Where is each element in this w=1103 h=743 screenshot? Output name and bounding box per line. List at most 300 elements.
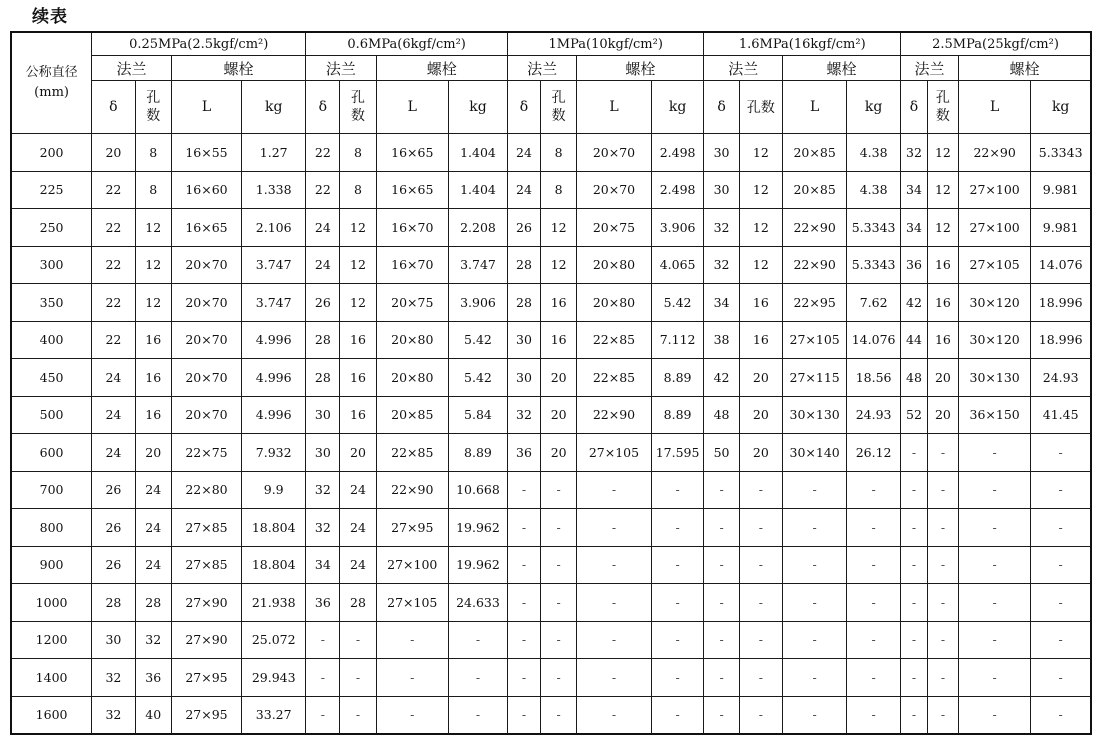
data-cell: 24 [340,471,376,509]
bolt-header: 螺栓 [376,56,507,81]
data-cell: 16 [135,321,171,359]
data-cell: 4.38 [847,171,901,209]
data-cell: 27×100 [958,171,1030,209]
data-cell: 28 [92,584,135,622]
data-cell: 16 [340,321,376,359]
data-cell: 12 [739,171,782,209]
data-cell: 30 [306,434,340,472]
data-cell: 7.932 [242,434,306,472]
bolt-header: 螺栓 [783,56,901,81]
data-cell: - [704,546,739,584]
data-cell: - [958,471,1030,509]
data-cell: 24 [340,546,376,584]
data-cell: 5.3343 [847,209,901,247]
data-cell: 24 [507,134,540,172]
length-header: L [958,81,1030,134]
data-cell: 52 [901,396,928,434]
weight-header: kg [651,81,704,134]
length-header: L [783,81,847,134]
pressure-group-header: 2.5MPa(25kgf/cm²) [901,32,1091,56]
data-cell: - [739,659,782,697]
data-cell: 30 [306,396,340,434]
data-cell: 5.3343 [1031,134,1091,172]
data-cell: 38 [704,321,739,359]
data-cell: - [577,659,651,697]
data-cell: 12 [135,284,171,322]
data-cell: 8.89 [651,359,704,397]
data-cell: 30 [92,621,135,659]
data-cell: - [507,546,540,584]
data-cell: - [577,584,651,622]
data-cell: - [847,471,901,509]
data-cell: - [651,509,704,547]
data-cell: 18.56 [847,359,901,397]
data-cell: 3.747 [448,246,507,284]
data-cell: 20 [541,434,577,472]
data-cell: - [507,621,540,659]
data-cell: 22×85 [376,434,448,472]
data-cell: 16 [340,396,376,434]
data-cell: - [507,696,540,734]
data-cell: 24 [92,434,135,472]
data-cell: 27×105 [376,584,448,622]
length-header: L [577,81,651,134]
data-cell: 20×75 [577,209,651,247]
data-cell: - [541,546,577,584]
data-cell: 16 [340,359,376,397]
data-cell: 12 [739,134,782,172]
data-cell: 41.45 [1031,396,1091,434]
data-cell: 20×80 [376,321,448,359]
data-cell: 26.12 [847,434,901,472]
data-cell: 5.42 [651,284,704,322]
length-header: L [171,81,241,134]
data-cell: 22 [92,209,135,247]
data-cell: 16 [135,359,171,397]
data-cell: - [651,546,704,584]
data-cell: 24 [92,359,135,397]
data-cell: 30×140 [783,434,847,472]
data-cell: - [340,659,376,697]
data-cell: 32 [135,621,171,659]
data-cell: - [901,546,928,584]
data-cell: - [847,584,901,622]
table-row [11,434,1091,472]
pressure-group-header: 0.25MPa(2.5kgf/cm²) [92,32,306,56]
data-cell: 20 [739,434,782,472]
delta-header: δ [92,81,135,134]
data-cell: 22×90 [783,246,847,284]
table-row [11,246,1091,284]
data-cell: 36 [306,584,340,622]
data-cell: 22×95 [783,284,847,322]
data-cell: - [958,584,1030,622]
data-cell: - [507,584,540,622]
data-cell: - [1031,546,1091,584]
data-cell: 2.498 [651,134,704,172]
data-cell: 36×150 [958,396,1030,434]
data-cell: 20×70 [171,396,241,434]
table-row [11,321,1091,359]
data-cell: 22 [92,321,135,359]
data-cell: - [704,696,739,734]
data-cell: 3.747 [242,284,306,322]
data-cell: 27×85 [171,509,241,547]
data-cell: 18.996 [1031,321,1091,359]
data-cell: 20 [135,434,171,472]
data-cell: - [958,509,1030,547]
data-cell: - [901,621,928,659]
data-cell: - [1031,584,1091,622]
data-cell: 20 [927,359,958,397]
data-cell: 32 [704,209,739,247]
data-cell: - [783,546,847,584]
data-cell: 22×80 [171,471,241,509]
table-row [11,546,1091,584]
data-cell: - [651,471,704,509]
flange-header: 法兰 [901,56,959,81]
data-cell: - [1031,509,1091,547]
data-cell: 26 [507,209,540,247]
data-cell: 14.076 [847,321,901,359]
data-cell: 20 [340,434,376,472]
data-cell: - [1031,434,1091,472]
data-cell: 24 [135,509,171,547]
data-cell: 2.208 [448,209,507,247]
data-cell: - [958,434,1030,472]
data-cell: 18.996 [1031,284,1091,322]
delta-header: δ [704,81,739,134]
data-cell: 16×70 [376,209,448,247]
data-cell: 28 [507,246,540,284]
data-cell: 8 [340,134,376,172]
data-cell: 20×85 [376,396,448,434]
data-cell: 30×120 [958,321,1030,359]
holes-header: 孔数 [739,81,782,134]
data-cell: 2.106 [242,209,306,247]
data-cell: - [704,584,739,622]
data-cell: - [1031,659,1091,697]
data-cell: 30 [704,171,739,209]
table-row [11,209,1091,247]
dn-cell: 500 [11,396,92,434]
data-cell: - [739,509,782,547]
data-cell: 22×85 [577,321,651,359]
data-cell: - [541,509,577,547]
data-cell: - [651,696,704,734]
data-cell: 20×70 [171,246,241,284]
weight-header: kg [448,81,507,134]
data-cell: 22×75 [171,434,241,472]
data-cell: - [927,696,958,734]
table-row [11,471,1091,509]
data-cell: 27×95 [376,509,448,547]
data-cell: 20×85 [783,134,847,172]
data-cell: 5.42 [448,359,507,397]
data-cell: 32 [704,246,739,284]
data-cell: - [1031,621,1091,659]
data-cell: - [507,659,540,697]
flange-bolt-table [10,31,1092,735]
data-cell: 40 [135,696,171,734]
data-cell: 24 [92,396,135,434]
data-cell: - [448,659,507,697]
data-cell: 12 [739,209,782,247]
data-cell: - [901,509,928,547]
data-cell: 22 [306,134,340,172]
data-cell: 21.938 [242,584,306,622]
data-cell: 1.404 [448,134,507,172]
dn-cell: 300 [11,246,92,284]
data-cell: - [340,621,376,659]
pressure-group-header: 1MPa(10kgf/cm²) [507,32,704,56]
weight-header: kg [242,81,306,134]
dn-label: 公称直径 [25,65,78,80]
data-cell: 36 [901,246,928,284]
data-cell: 20 [541,359,577,397]
dn-cell: 1000 [11,584,92,622]
dn-cell: 900 [11,546,92,584]
data-cell: - [577,696,651,734]
data-cell: 8 [135,171,171,209]
data-cell: 34 [901,209,928,247]
data-cell: 3.747 [242,246,306,284]
data-cell: 16 [541,284,577,322]
data-cell: - [651,584,704,622]
data-cell: 20×80 [577,284,651,322]
holes-header: 孔 数 [340,81,376,134]
data-cell: 30 [507,359,540,397]
data-cell: 3.906 [448,284,507,322]
data-cell: - [1031,471,1091,509]
pressure-group-header: 0.6MPa(6kgf/cm²) [306,32,508,56]
data-cell: 8.89 [448,434,507,472]
data-cell: 22 [92,171,135,209]
data-cell: - [306,659,340,697]
data-cell: 32 [507,396,540,434]
data-cell: 24 [135,471,171,509]
data-cell: - [651,621,704,659]
data-cell: - [704,509,739,547]
data-cell: - [340,696,376,734]
data-cell: 26 [92,509,135,547]
table-row [11,171,1091,209]
data-cell: 8.89 [651,396,704,434]
data-cell: 8 [541,134,577,172]
table-row [11,134,1091,172]
data-cell: 9.981 [1031,171,1091,209]
data-cell: - [901,434,928,472]
data-cell: - [704,621,739,659]
data-cell: 32 [306,471,340,509]
pressure-group-header: 1.6MPa(16kgf/cm²) [704,32,901,56]
data-cell: 4.996 [242,396,306,434]
data-cell: - [1031,696,1091,734]
bolt-header: 螺栓 [958,56,1091,81]
delta-header: δ [306,81,340,134]
data-cell: - [847,546,901,584]
data-cell: 44 [901,321,928,359]
data-cell: 22×90 [577,396,651,434]
data-cell: - [448,621,507,659]
data-cell: 2.498 [651,171,704,209]
data-cell: 22×90 [376,471,448,509]
length-header: L [376,81,448,134]
dn-cell: 600 [11,434,92,472]
dn-cell: 350 [11,284,92,322]
data-cell: 12 [135,246,171,284]
data-cell: 26 [92,471,135,509]
data-cell: 1.338 [242,171,306,209]
table-row [11,659,1091,697]
data-cell: 4.996 [242,359,306,397]
data-cell: 18.804 [242,509,306,547]
data-cell: 5.3343 [847,246,901,284]
data-cell: - [927,471,958,509]
data-cell: 22×85 [577,359,651,397]
data-cell: 8 [541,171,577,209]
table-row [11,584,1091,622]
data-cell: 16×60 [171,171,241,209]
data-cell: 12 [927,171,958,209]
data-cell: 50 [704,434,739,472]
bolt-header: 螺栓 [171,56,305,81]
data-cell: - [927,584,958,622]
data-cell: 22 [92,284,135,322]
dn-cell: 200 [11,134,92,172]
data-cell: 22 [92,246,135,284]
data-cell: 20 [739,396,782,434]
data-cell: - [958,546,1030,584]
data-cell: 42 [704,359,739,397]
data-cell: 16 [739,284,782,322]
data-cell: - [376,621,448,659]
data-cell: - [704,471,739,509]
dn-cell: 1400 [11,659,92,697]
data-cell: 16 [739,321,782,359]
data-cell: - [901,696,928,734]
data-cell: 36 [507,434,540,472]
data-cell: 28 [507,284,540,322]
data-cell: 20×85 [783,171,847,209]
data-cell: 27×105 [958,246,1030,284]
bolt-header: 螺栓 [577,56,704,81]
data-cell: 19.962 [448,509,507,547]
dn-cell: 225 [11,171,92,209]
data-cell: - [577,621,651,659]
data-cell: 24 [135,546,171,584]
data-cell: 14.076 [1031,246,1091,284]
table-row [11,359,1091,397]
data-cell: - [577,546,651,584]
data-cell: 24 [306,246,340,284]
dn-cell: 450 [11,359,92,397]
data-cell: 27×100 [376,546,448,584]
data-cell: 28 [135,584,171,622]
data-cell: 27×95 [171,696,241,734]
data-cell: 10.668 [448,471,507,509]
data-cell: - [306,696,340,734]
data-cell: - [577,509,651,547]
data-cell: - [958,696,1030,734]
delta-header: δ [507,81,540,134]
data-cell: 20×70 [171,321,241,359]
data-cell: 16×70 [376,246,448,284]
data-cell: 24 [507,171,540,209]
data-cell: 24 [306,209,340,247]
data-cell: - [651,659,704,697]
data-cell: - [783,659,847,697]
data-cell: - [541,471,577,509]
data-cell: - [783,584,847,622]
weight-header: kg [847,81,901,134]
data-cell: 7.112 [651,321,704,359]
flange-header: 法兰 [306,56,376,81]
delta-header: δ [901,81,928,134]
data-cell: 34 [306,546,340,584]
data-cell: 12 [135,209,171,247]
data-cell: 4.996 [242,321,306,359]
data-cell: 19.962 [448,546,507,584]
data-cell: 30×130 [958,359,1030,397]
data-cell: 1.404 [448,171,507,209]
data-cell: 34 [704,284,739,322]
data-cell: 12 [541,246,577,284]
data-cell: 20×75 [376,284,448,322]
data-cell: 9.981 [1031,209,1091,247]
data-cell: - [847,659,901,697]
data-cell: 27×90 [171,621,241,659]
data-cell: 20×70 [171,284,241,322]
data-cell: 12 [340,246,376,284]
data-cell: - [847,621,901,659]
table-caption: 续表 [32,7,68,27]
table-row [11,284,1091,322]
data-cell: 22×90 [958,134,1030,172]
data-cell: - [507,471,540,509]
data-cell: 30 [704,134,739,172]
data-cell: 24.93 [1031,359,1091,397]
data-cell: 12 [541,209,577,247]
data-cell: 4.065 [651,246,704,284]
data-cell: - [507,509,540,547]
data-cell: - [448,696,507,734]
data-cell: 20×70 [577,171,651,209]
data-cell: - [306,621,340,659]
data-cell: 3.906 [651,209,704,247]
data-cell: - [927,509,958,547]
data-cell: 16 [927,284,958,322]
data-cell: 16 [541,321,577,359]
table-row [11,696,1091,734]
data-cell: 7.62 [847,284,901,322]
data-cell: 18.804 [242,546,306,584]
data-cell: 16 [927,321,958,359]
dn-cell: 1600 [11,696,92,734]
data-cell: 42 [901,284,928,322]
data-cell: - [847,696,901,734]
data-cell: 32 [306,509,340,547]
data-cell: - [541,696,577,734]
weight-header: kg [1031,81,1091,134]
data-cell: 17.595 [651,434,704,472]
data-cell: 26 [92,546,135,584]
data-cell: 32 [92,696,135,734]
data-cell: 28 [340,584,376,622]
data-cell: 16×65 [171,209,241,247]
data-cell: - [739,696,782,734]
data-cell: 20 [541,396,577,434]
